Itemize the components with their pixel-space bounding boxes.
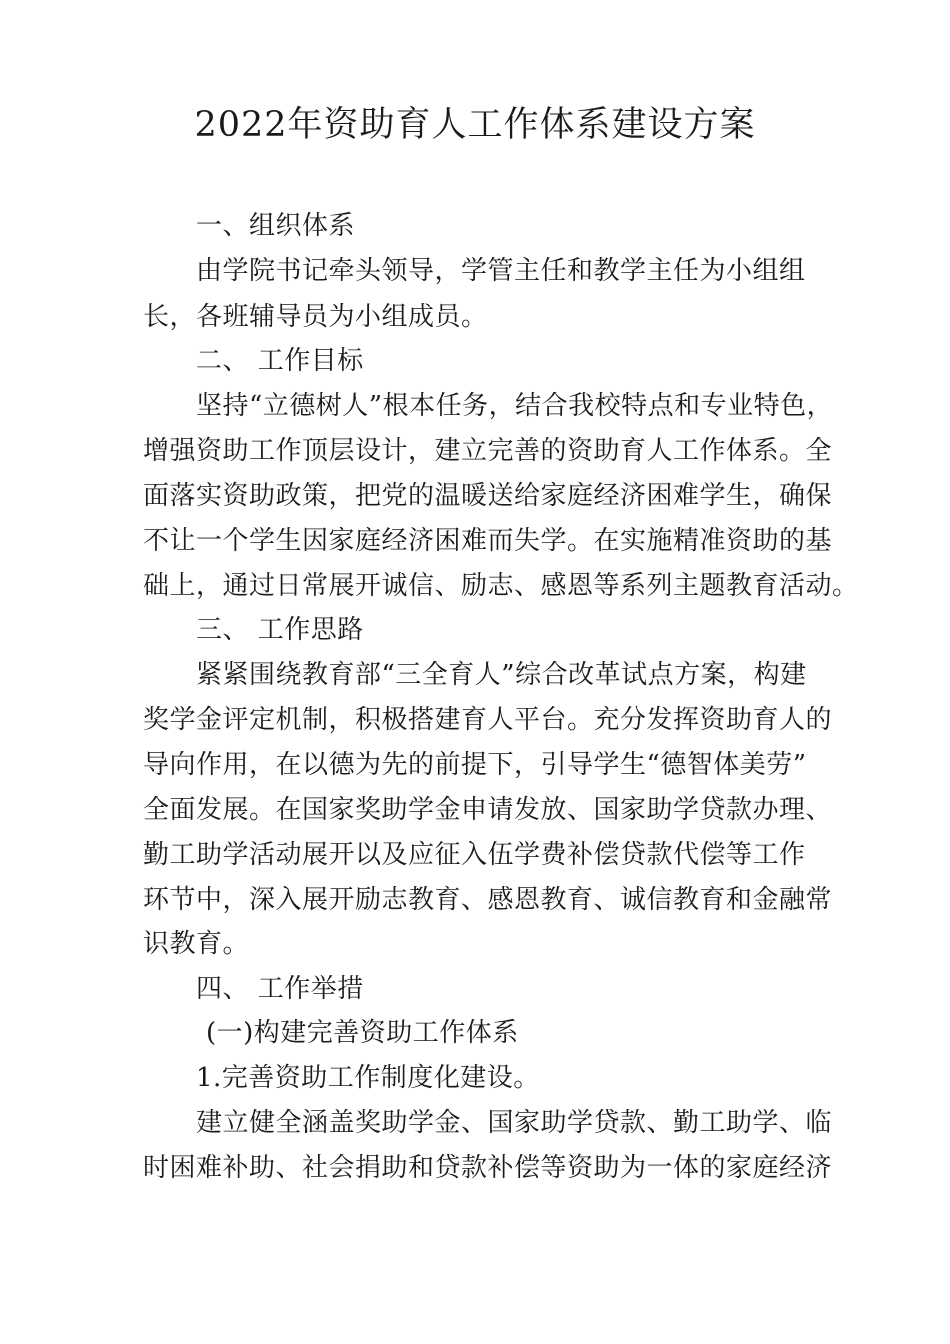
paragraph-line: 识教育。	[143, 929, 250, 959]
paragraph-line: 全面发展。在国家奖助学金申请发放、国家助学贷款办理、	[143, 795, 833, 825]
paragraph-line: 增强资助工作顶层设计，建立完善的资助育人工作体系。全	[143, 436, 833, 466]
section-heading: 二、 工作目标	[196, 346, 364, 376]
paragraph-line: 奖学金评定机制，积极搭建育人平台。充分发挥资助育人的	[143, 705, 833, 735]
paragraph-line: 紧紧围绕教育部“三全育人”综合改革试点方案，构建	[196, 660, 807, 690]
paragraph-line: 础上，通过日常展开诚信、励志、感恩等系列主题教育活动。	[143, 571, 859, 601]
section-heading: 四、 工作举措	[196, 974, 364, 1004]
paragraph-line: 建立健全涵盖奖助学金、国家助学贷款、勤工助学、临	[196, 1108, 833, 1138]
paragraph-line: 由学院书记牵头领导，学管主任和教学主任为小组组	[196, 256, 806, 286]
item-heading: 1.完善资助工作制度化建设。	[196, 1063, 540, 1093]
page-title: 2022年资助育人工作体系建设方案	[194, 105, 756, 145]
subsection-heading: (一)构建完善资助工作体系	[206, 1018, 519, 1048]
paragraph-line: 勤工助学活动展开以及应征入伍学费补偿贷款代偿等工作	[143, 840, 806, 870]
section-heading: 一、组织体系	[196, 211, 356, 241]
paragraph-line: 面落实资助政策，把党的温暖送给家庭经济困难学生，确保	[143, 481, 833, 511]
paragraph-line: 环节中，深入展开励志教育、感恩教育、诚信教育和金融常	[143, 885, 833, 915]
section-heading: 三、 工作思路	[196, 615, 364, 645]
paragraph-line: 时困难补助、社会捐助和贷款补偿等资助为一体的家庭经济	[143, 1153, 833, 1183]
paragraph-line: 导向作用，在以德为先的前提下，引导学生“德智体美劳”	[143, 750, 807, 780]
paragraph-line: 坚持“立德树人”根本任务，结合我校特点和专业特色，	[196, 391, 834, 421]
paragraph-line: 不让一个学生因家庭经济困难而失学。在实施精准资助的基	[143, 526, 833, 556]
paragraph-line: 长，各班辅导员为小组成员。	[143, 302, 488, 332]
